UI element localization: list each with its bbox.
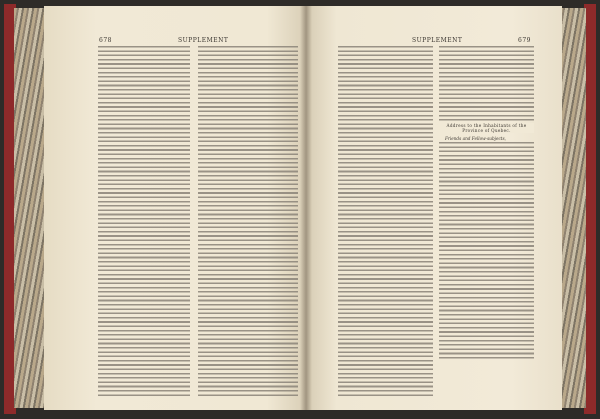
- right-page-column-1: [338, 46, 433, 396]
- right-page-number: 679: [518, 37, 531, 44]
- page-edge-right: [560, 8, 586, 408]
- section-title: Address to the Inhabitants of the Province of Quebec.: [439, 123, 534, 133]
- right-page-column-2-body: [439, 142, 534, 360]
- left-running-head: SUPPLEMENT: [178, 37, 229, 44]
- right-running-head: SUPPLEMENT: [412, 37, 463, 44]
- left-page-column-1: [98, 46, 190, 396]
- book-gutter: [300, 6, 312, 410]
- right-page-column-2: [439, 46, 534, 122]
- left-page-column-2: [198, 46, 298, 396]
- page-edge-left: [14, 8, 46, 408]
- salutation: Friends and Fellow-subjects,: [445, 136, 506, 141]
- left-page-number: 678: [99, 37, 112, 44]
